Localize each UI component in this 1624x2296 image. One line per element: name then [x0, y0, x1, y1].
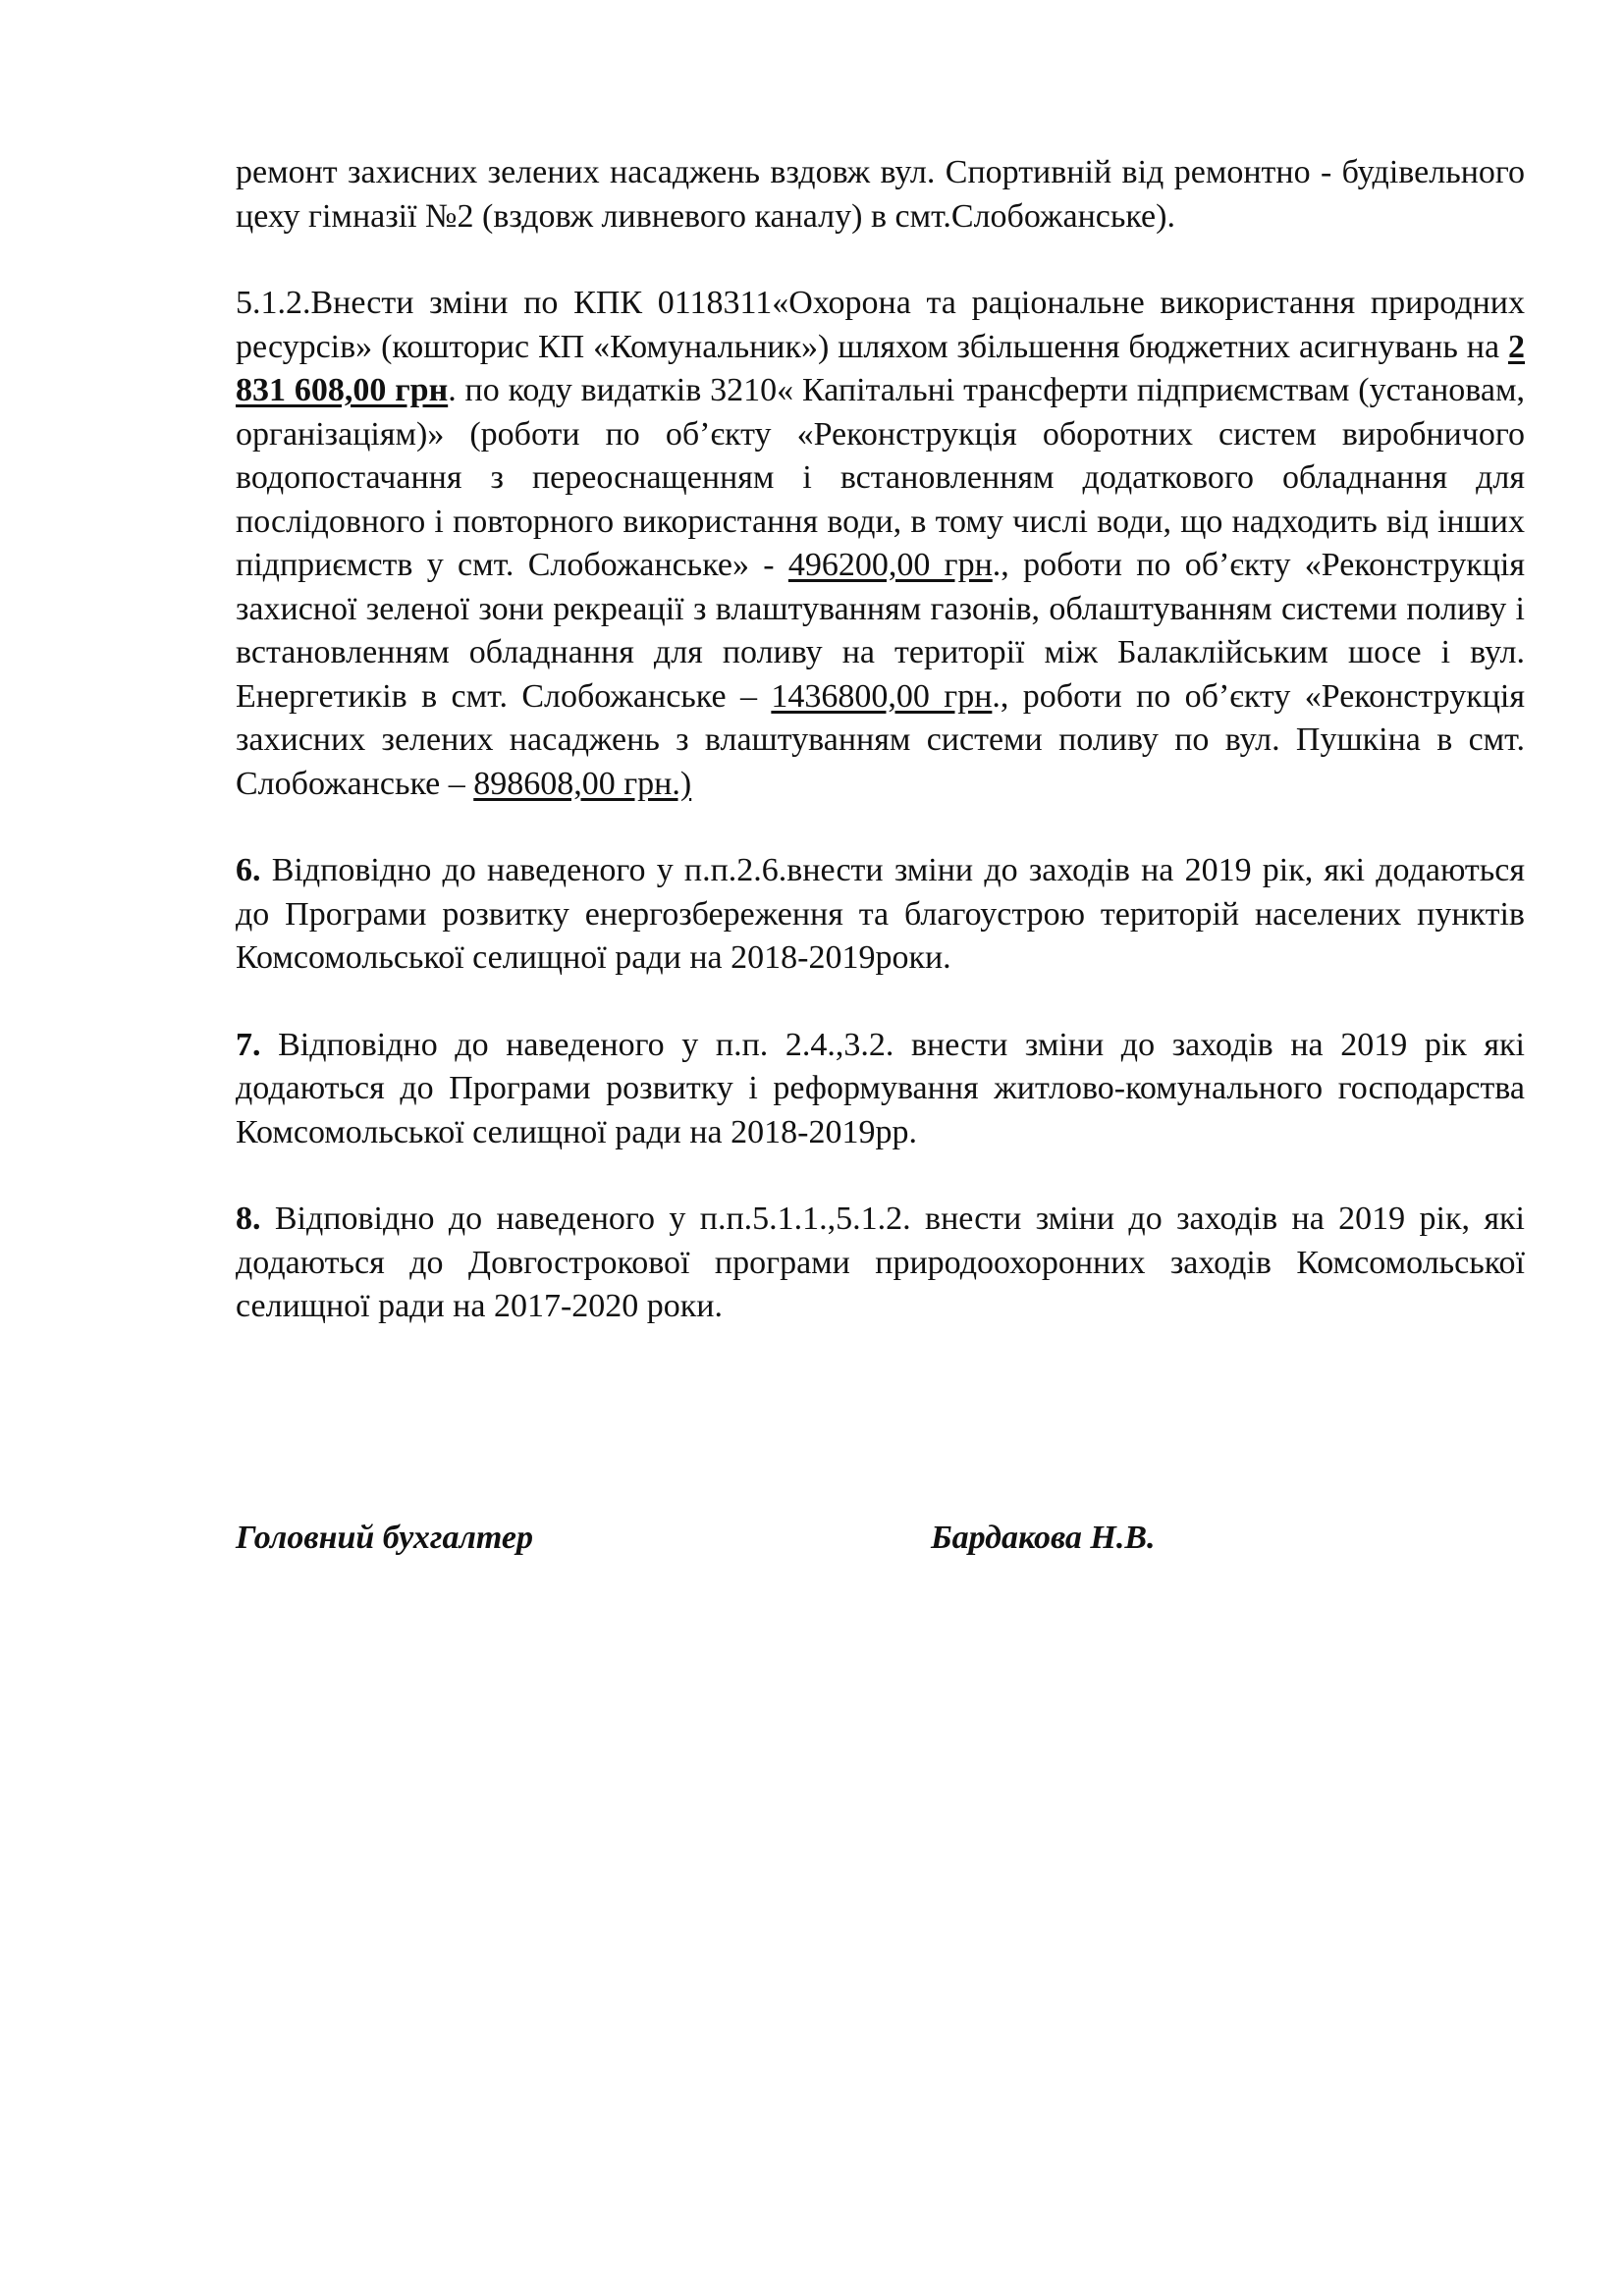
paragraph-5-1-2-text-3: ., роботи по об’єкту «Реконструкція захисної зеленої зони рекреації з влаштуванням газонів, облаштуванням системи поливу і встановленням обладнання для поливу на території між Балаклійським шосе і вул. Енергетиків в смт. Слобожанське – [236, 547, 1526, 715]
paragraph-6 [236, 849, 1525, 981]
signature-name: Бардакова Н.В. [931, 1520, 1156, 1556]
paragraph-continuation [236, 151, 1525, 239]
signature-role: Головний бухгалтер [236, 1520, 534, 1556]
paragraph-continuation-text: ремонт захисних зелених насаджень вздовж вул. Спортивній від ремонтно - будівельного цеху гімназії №2 (вздовж ливневого каналу) в смт.Слобожанське). [236, 154, 1525, 235]
amount-pushkina-street: 898608,00 грн.) [473, 765, 692, 802]
paragraph-5-1-2-text-2: . по коду видатків 3210« Капітальні трансферти підприємствам (установам, організаціям)» (роботи по об’єкту «Реконструкція оборотних систем виробничого водопостачання з переоснащенням і встановленням додаткового обладнання для послідовного і повторного використання води, в тому числі води, що надходить від інших підприємств у смт. Слобожанське» - [236, 372, 1525, 583]
paragraph-5-1-2 [236, 282, 1525, 806]
paragraph-8 [236, 1198, 1525, 1329]
paragraph-6-text: Відповідно до наведеного у п.п.2.6.внести зміни до заходів на 2019 рік, які додаються до Програми розвитку енергозбереження та благоустрою територій населених пунктів Комсомольської селищної ради на 2018-2019роки. [236, 852, 1525, 976]
amount-recreation-zone: 1436800,00 грн [771, 677, 993, 715]
paragraph-8-text: Відповідно до наведеного у п.п.5.1.1.,5.1.2. внести зміни до заходів на 2019 рік, які додаються до Довгострокової програми природоохоронних заходів Комсомольської селищної ради на 2017-2020 роки. [236, 1201, 1525, 1324]
amount-water-supply: 496200,00 грн [787, 547, 993, 583]
paragraph-8-number: 8. [236, 1201, 261, 1237]
paragraph-6-number: 6. [236, 852, 261, 888]
paragraph-5-1-2-text-4: ., роботи по об’єкту «Реконструкція захисних зелених насаджень з влаштуванням системи поливу по вул. Пушкіна в смт. Слобожанське – [236, 677, 1525, 802]
paragraph-7 [236, 1024, 1525, 1155]
total-amount: 2 831 608,00 грн [236, 328, 1525, 408]
paragraph-7-number: 7. [236, 1026, 261, 1063]
document-body [236, 151, 1525, 1372]
paragraph-5-1-2-text-1: 5.1.2.Внести зміни по КПК 0118311«Охорона та раціональне використання природних ресурсів» (кошторис КП «Комунальник») шляхом збільшення бюджетних асигнувань на [236, 285, 1525, 365]
paragraph-7-text: Відповідно до наведеного у п.п. 2.4.,3.2. внести зміни до заходів на 2019 рік які додаються до Програми розвитку і реформування житлово-комунального господарства Комсомольської селищної ради на 2018-2019рр. [236, 1026, 1525, 1150]
